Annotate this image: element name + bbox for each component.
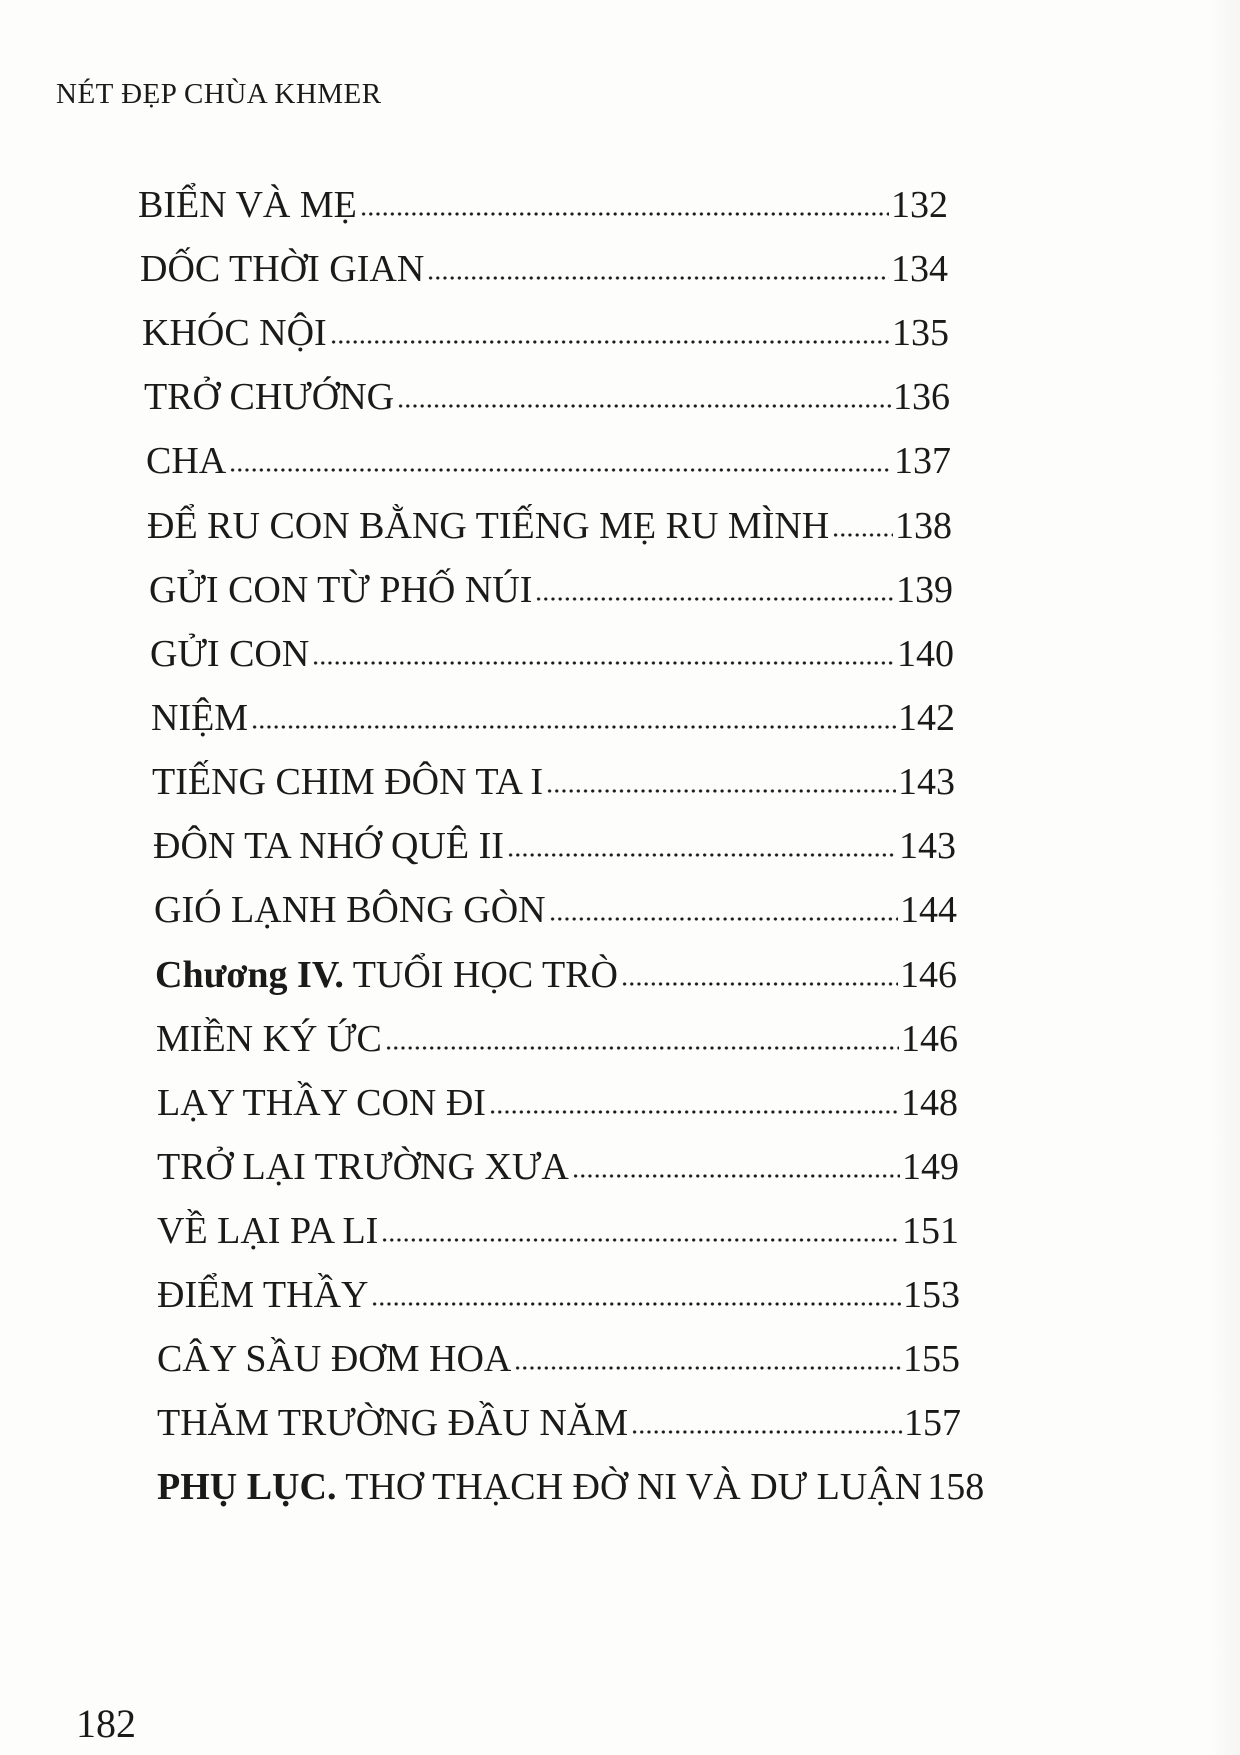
toc-entry: [150, 619, 954, 673]
toc-entry-title: THĂM TRƯỜNG ĐẦU NĂM: [157, 1402, 629, 1444]
toc-entry-title: BIỂN VÀ MẸ: [138, 184, 357, 226]
chapter-label: Chương IV.: [155, 954, 344, 996]
toc-entry-title: GIÓ LẠNH BÔNG GÒN: [154, 889, 546, 931]
toc-entry-appendix: [157, 1452, 985, 1508]
toc-entry-chapter: [155, 940, 957, 994]
toc-entry: [157, 1388, 961, 1442]
toc-entry-title: CÂY SẦU ĐƠM HOA: [157, 1338, 512, 1380]
toc-entry: [157, 1324, 960, 1378]
toc-entry-title: TRỞ LẠI TRƯỜNG XƯA: [157, 1146, 569, 1188]
toc-entry-page: 135: [892, 312, 949, 354]
dot-leader: [360, 208, 889, 220]
toc-entry: [146, 426, 951, 480]
page-number: 182: [76, 1701, 136, 1746]
toc-entry-title: DỐC THỜI GIAN: [140, 248, 425, 290]
toc-entry-page: 158: [927, 1466, 985, 1508]
dot-leader: [621, 978, 898, 990]
toc-entry: [157, 1196, 959, 1250]
toc-entry: [142, 298, 949, 352]
toc-entry-page: 146: [901, 1018, 958, 1060]
toc-entry: [157, 1132, 959, 1186]
toc-entry-title: ĐỂ RU CON BẰNG TIẾNG MẸ RU MÌNH: [147, 505, 830, 547]
toc-entry-title: TIẾNG CHIM ĐÔN TA I: [152, 761, 544, 803]
toc-entry-title: GỬI CON: [150, 633, 310, 675]
toc-entry-page: 143: [898, 761, 955, 803]
dot-leader: [507, 849, 897, 861]
dot-leader: [549, 913, 898, 925]
dot-leader: [371, 1298, 901, 1310]
toc-entry-page: 134: [891, 248, 948, 290]
toc-entry-title: TUỔI HỌC TRÒ: [343, 954, 618, 996]
toc-entry: [149, 555, 953, 609]
toc-entry: [147, 491, 952, 545]
toc-entry-title: VỀ LẠI PA LI: [157, 1210, 379, 1252]
toc-entry-title: NIỆM: [151, 697, 249, 739]
toc-entry-title: ĐIỂM THẦY: [157, 1274, 369, 1316]
toc-entry-page: 157: [904, 1402, 961, 1444]
toc-entry-page: 146: [900, 954, 957, 996]
toc-entry-page: 142: [898, 697, 955, 739]
appendix-label: PHỤ LỤC.: [157, 1466, 337, 1508]
toc-entry-page: 149: [902, 1146, 959, 1188]
toc-entry: [154, 875, 957, 929]
toc-entry: [138, 170, 948, 224]
dot-leader: [489, 1106, 899, 1118]
toc-entry: [156, 1004, 958, 1058]
toc-entry-page: 144: [900, 889, 957, 931]
toc-entry-page: 151: [902, 1210, 959, 1252]
running-header: NÉT ĐẸP CHÙA KHMER: [56, 78, 382, 110]
toc-entry-page: 143: [899, 825, 956, 867]
toc-entry: [144, 362, 950, 416]
toc-entry-page: 153: [903, 1274, 960, 1316]
dot-leader: [381, 1234, 900, 1246]
dot-leader: [229, 464, 892, 476]
dot-leader: [832, 529, 893, 541]
dot-leader: [330, 336, 890, 348]
dot-leader: [572, 1170, 900, 1182]
toc-entry: [151, 683, 955, 737]
dot-leader: [546, 785, 896, 797]
dot-leader: [427, 272, 889, 284]
toc-entry-page: 139: [896, 569, 953, 611]
toc-entry: [157, 1260, 960, 1314]
toc-entry-title: CHA: [146, 440, 227, 482]
dot-leader: [312, 657, 895, 669]
toc-entry-title: THƠ THẠCH ĐỜ NI VÀ DƯ LUẬN: [336, 1466, 923, 1508]
toc-entry-title: GỬI CON TỪ PHỐ NÚI: [149, 569, 533, 611]
toc-entry-page: 137: [894, 440, 951, 482]
dot-leader: [251, 721, 896, 733]
dot-leader: [514, 1362, 901, 1374]
dot-leader: [397, 400, 891, 412]
toc-entry-page: 138: [895, 505, 952, 547]
toc-entry-page: 132: [891, 184, 948, 226]
dot-leader: [631, 1426, 902, 1438]
toc-entry: [152, 747, 955, 801]
page-edge-shadow: [1210, 0, 1240, 1755]
toc-entry-page: 148: [901, 1082, 958, 1124]
dot-leader: [385, 1042, 899, 1054]
toc-entry-title: KHÓC NỘI: [142, 312, 327, 354]
toc-entry-title: LẠY THẦY CON ĐI: [157, 1082, 486, 1124]
toc-entry-title: TRỞ CHƯỚNG: [144, 376, 395, 418]
toc-entry-page: 140: [897, 633, 954, 675]
toc-entry: [140, 234, 948, 288]
toc-entry-page: 155: [903, 1338, 960, 1380]
dot-leader: [535, 593, 894, 605]
toc-entry-title: ĐÔN TA NHỚ QUÊ II: [153, 825, 504, 867]
toc-entry: [153, 811, 956, 865]
toc-entry: [157, 1068, 958, 1122]
toc-entry-title: MIỀN KÝ ỨC: [156, 1018, 382, 1060]
toc-entry-page: 136: [893, 376, 950, 418]
